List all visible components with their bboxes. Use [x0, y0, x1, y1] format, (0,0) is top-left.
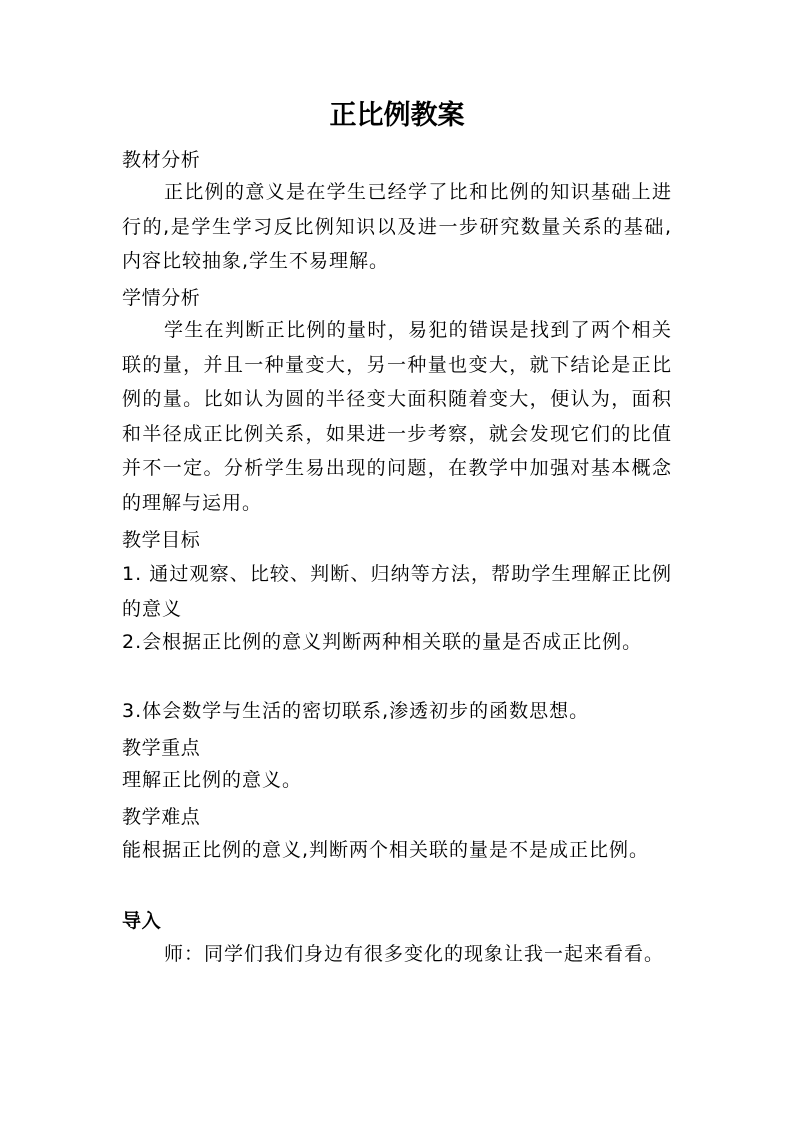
heading-material-analysis: 教材分析 [122, 149, 201, 171]
paragraph-learner-analysis: 学生在判断正比例的量时，易犯的错误是找到了两个相关联的量，并且一种量变大，另一种量也变大，就下结论是正比例的量。比如认为圆的半径变大面积随着变大，便认为，面积和半径成正比例关系，如果进一步考察，就会发现它们的比值并不一定。分析学生易出现的问题，在教学中加强对基本概念的理解与运用。 [122, 319, 672, 514]
goal-item-1: 1. 通过观察、比较、判断、归纳等方法，帮助学生理解正比例的意义 [122, 563, 672, 620]
goal-item-3: 3.体会数学与生活的密切联系,渗透初步的函数思想。 [122, 700, 590, 722]
heading-difficulty: 教学难点 [122, 806, 201, 828]
heading-key-point: 教学重点 [122, 737, 201, 759]
paragraph-introduction: 师：同学们我们身边有很多变化的现象让我一起来看看。 [164, 943, 665, 965]
paragraph-material-analysis: 正比例的意义是在学生已经学了比和比例的知识基础上进行的,是学生学习反比例知识以及进一步研究数量关系的基础,内容比较抽象,学生不易理解。 [122, 181, 672, 272]
heading-learner-analysis: 学情分析 [122, 287, 201, 309]
heading-teaching-goals: 教学目标 [122, 529, 201, 551]
paragraph-key-point: 理解正比例的意义。 [122, 769, 303, 791]
paragraph-difficulty: 能根据正比例的意义,判断两个相关联的量是不是成正比例。 [122, 839, 650, 861]
goal-item-2: 2.会根据正比例的意义判断两种相关联的量是否成正比例。 [122, 631, 643, 653]
heading-introduction: 导入 [122, 910, 162, 932]
page-title: 正比例教案 [329, 100, 465, 131]
